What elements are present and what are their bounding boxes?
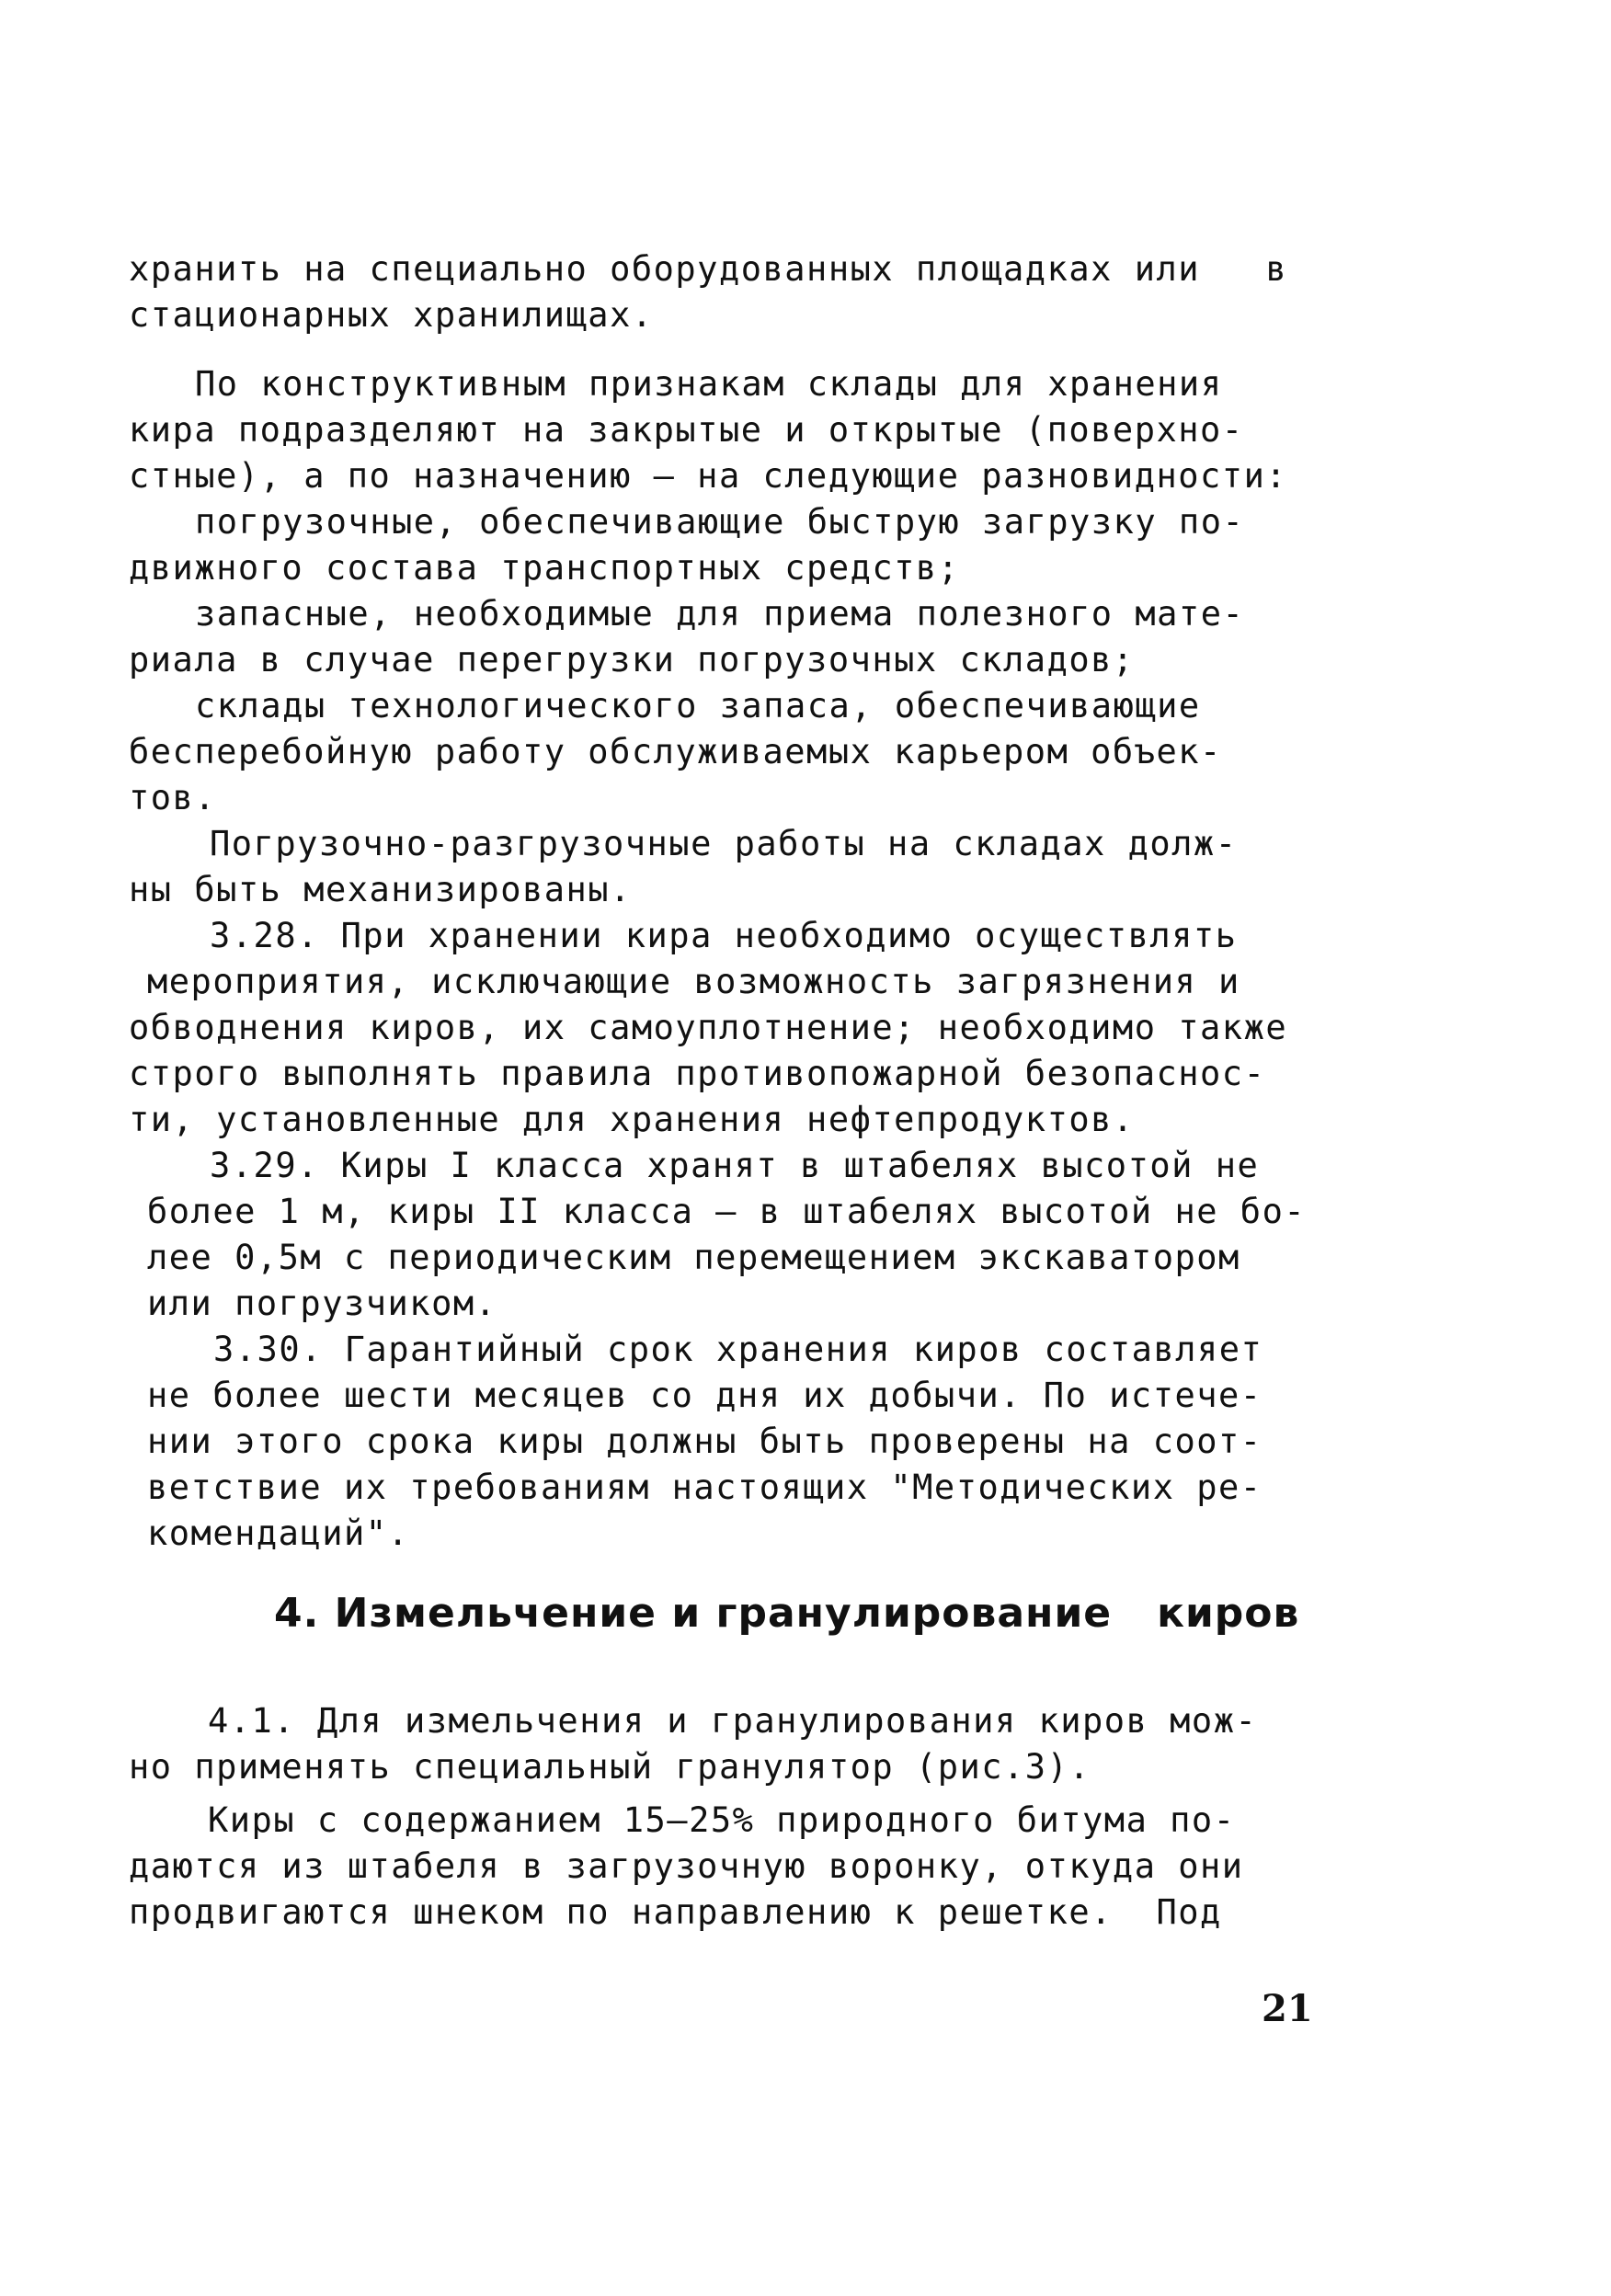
text-line: 3.28. При хранении кира необходимо осуществлять bbox=[210, 916, 1238, 955]
text-line: По конструктивным признакам склады для хранения bbox=[195, 364, 1223, 404]
text-line: погрузочные, обеспечивающие быструю загрузку по- bbox=[195, 502, 1245, 542]
text-line: стные), а по назначению – на следующие разновидности: bbox=[129, 456, 1288, 496]
text-line: движного состава транспортных средств; bbox=[129, 548, 960, 588]
text-line: Киры с содержанием 15–25% природного битума по- bbox=[208, 1800, 1236, 1840]
text-line: ны быть механизированы. bbox=[129, 870, 632, 909]
text-line: склады технологического запаса, обеспечивающие bbox=[195, 686, 1201, 725]
text-line: даются из штабеля в загрузочную воронку, откуда они bbox=[129, 1846, 1244, 1886]
text-line: продвигаются шнеком по направлению к решетке. Под bbox=[129, 1892, 1222, 1932]
text-line: ти, установленные для хранения нефтепродуктов. bbox=[129, 1100, 1135, 1139]
text-line: строго выполнять правила противопожарной безопаснос- bbox=[129, 1054, 1266, 1093]
text-line: обводнения киров, их самоуплотнение; необходимо также bbox=[129, 1008, 1288, 1047]
text-line: хранить на специально оборудованных площадках или в bbox=[129, 249, 1288, 289]
text-line: стационарных хранилищах. bbox=[129, 295, 654, 335]
text-line: более 1 м, киры II класса – в штабелях высотой не бо- bbox=[147, 1192, 1307, 1231]
text-line: 3.29. Киры I класса хранят в штабелях высотой не bbox=[210, 1146, 1260, 1185]
text-line: комендаций". bbox=[147, 1514, 410, 1553]
text-line: Погрузочно-разгрузочные работы на складах долж- bbox=[210, 824, 1238, 863]
text-line: 3.30. Гарантийный срок хранения киров составляет bbox=[213, 1330, 1263, 1369]
text-line: но применять специальный гранулятор (рис.3). bbox=[129, 1747, 1091, 1787]
text-line: риала в случае перегрузки погрузочных складов; bbox=[129, 640, 1135, 680]
text-line: запасные, необходимые для приема полезного мате- bbox=[195, 594, 1245, 634]
text-line: нии этого срока киры должны быть проверены на соот- bbox=[147, 1422, 1263, 1461]
text-line: 4.1. Для измельчения и гранулирования киров мож- bbox=[208, 1701, 1258, 1741]
text-line: не более шести месяцев со дня их добычи. По истече- bbox=[147, 1376, 1263, 1415]
section-heading: 4. Измельчение и гранулирование киров bbox=[274, 1590, 1300, 1637]
text-line: кира подразделяют на закрытые и открытые (поверхно- bbox=[129, 410, 1244, 450]
text-line: тов. bbox=[129, 778, 217, 817]
text-line: лее 0,5м с периодическим перемещением экскаватором bbox=[147, 1238, 1240, 1277]
page-number: 21 bbox=[1262, 1987, 1313, 2030]
text-line: мероприятия, исключающие возможность загрязнения и bbox=[147, 962, 1240, 1001]
text-line: бесперебойную работу обслуживаемых карьером объек- bbox=[129, 732, 1222, 771]
text-line: или погрузчиком. bbox=[147, 1284, 497, 1323]
text-line: ветствие их требованиям настоящих "Методических ре- bbox=[147, 1468, 1263, 1507]
